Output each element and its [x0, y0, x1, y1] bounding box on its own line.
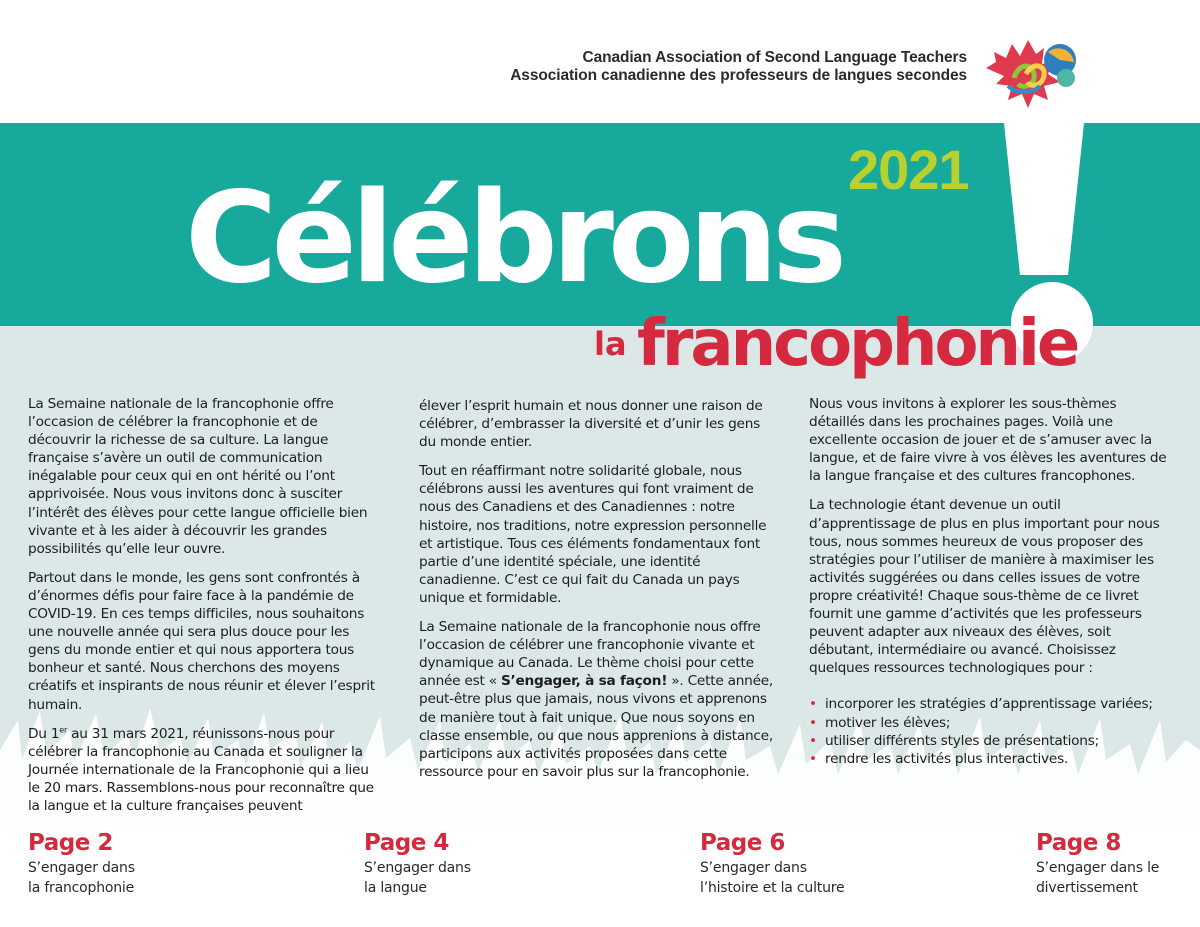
banner-subtitle: francophonie — [637, 307, 1078, 381]
org-name-english: Canadian Association of Second Language Teachers — [582, 49, 967, 66]
paragraph: Partout dans le monde, les gens sont confrontés à d’énormes défis pour faire face à la pandémie de COVID-19. En ces temps difficiles, nous souhaitons une nouvelle année qui sera plus douce pour les gens du monde entier et qui nous apportera tous bonheur et santé. Nous cherchons des moyens créatifs et inspirants de nous réunir et élever l’esprit humain. — [28, 569, 375, 713]
page-number: Page 6 — [700, 830, 785, 856]
banner-year: 2021 — [848, 138, 969, 201]
page-reference-2 — [28, 828, 135, 898]
page-number: Page 8 — [1036, 830, 1121, 856]
page-description: la langue — [364, 880, 427, 896]
page-reference-8 — [1036, 828, 1159, 898]
page-description: l’histoire et la culture — [700, 880, 845, 896]
text-column-3 — [809, 395, 1169, 768]
org-name-french: Association canadienne des professeurs de langues secondes — [510, 67, 967, 84]
paragraph-text: au 31 mars 2021, réunissons-nous pour célébrer la francophonie au Canada et souligner la Journée internationale de la Francophonie qui a lieu le 20 mars. Rassemblons-nous pour reconnaître que la langue et la culture françaises peuvent — [28, 725, 374, 814]
technology-list — [809, 695, 1169, 767]
list-item: • incorporer les stratégies d’apprentissage variées; — [809, 695, 1169, 713]
page-description: S’engager dans — [700, 860, 807, 876]
paragraph-text: ». Cette année, peut-être plus que jamais, nous vivons et apprenons de manière tout à fait unique. Que nous soyons en classe ensemble, ou que nous apprenions à distance, participons aux activités proposées dans cette ressource pour en savoir plus sur la francophonie. — [419, 673, 774, 780]
theme-name: S’engager, à sa façon! — [500, 673, 668, 690]
banner-subtitle-article: la — [594, 325, 627, 363]
page-number: Page 4 — [364, 830, 449, 856]
list-item: • motiver les élèves; — [809, 714, 1169, 732]
paragraph: La technologie étant devenue un outil d’apprentissage de plus en plus important pour nous tous, nous sommes heureux de vous proposer des stratégies pour l’utiliser de manière à maximiser les activités suggérées ou dans celles issues de votre propre créativité! Chaque sous-thème de ce livret fournit une gamme d’activités que les professeurs peuvent adapter aux niveaux des élèves, soit débutant, intermédiaire ou avancé. Choisissez quelques ressources technologiques pour : — [809, 497, 1160, 677]
paragraph — [419, 618, 779, 781]
paragraph-text: Du 1 — [28, 725, 60, 742]
page-description: S’engager dans le — [1036, 860, 1160, 876]
page-description: S’engager dans — [364, 860, 471, 876]
page-description: la francophonie — [28, 880, 135, 896]
page-number: Page 2 — [28, 830, 113, 856]
ordinal-superscript: er — [59, 725, 67, 735]
paragraph-text: La Semaine nationale de la francophonie nous offre l’occasion de célébrer une francophonie vivante et dynamique au Canada. Le thème choisi pour cette année est « — [419, 619, 761, 690]
text-column-1 — [28, 395, 378, 826]
list-item: • utiliser différents styles de présentations; — [809, 732, 1169, 750]
paragraph: Tout en réaffirmant notre solidarité globale, nous célébrons aussi les aventures qui font vraiment de nous des Canadiens et des Canadiennes : notre histoire, nos traditions, notre expression personnelle et artistique. Tous ces éléments fondamentaux font partie d’une identité spéciale, une identité canadienne. C’est ce qui fait du Canada un pays unique et formidable. — [419, 463, 767, 606]
page-description: divertissement — [1036, 880, 1138, 896]
page-reference-6 — [700, 828, 844, 898]
page-reference-4 — [364, 828, 471, 898]
page-description: S’engager dans — [28, 860, 135, 876]
paragraph — [28, 725, 378, 815]
paragraph: Nous vous invitons à explorer les sous-thèmes détaillés dans les prochaines pages. Voilà une excellente occasion de jouer et de s’amuser avec la langue, et de faire vivre à vos élèves les aventures de la langue française et des cultures francophones. — [809, 396, 1167, 485]
paragraph: élever l’esprit humain et nous donner une raison de célébrer, d’embrasser la diversité et d’unir les gens du monde entier. — [419, 398, 763, 451]
caslt-logo-icon — [978, 38, 1078, 110]
list-item: • rendre les activités plus interactives. — [809, 750, 1169, 768]
text-column-2 — [419, 397, 779, 792]
banner-title: Célébrons — [185, 164, 842, 311]
paragraph: La Semaine nationale de la francophonie offre l’occasion de célébrer la francophonie et de découvrir la richesse de sa culture. La langue française s’avère un outil de communication inégalable pour ceux qui en ont hérité ou l’ont apprivoisée. Nous vous invitons donc à susciter l’intérêt des élèves pour cette langue officielle bien vivante et à les aider à découvrir les grandes possibilités qu’elle leur ouvre. — [28, 396, 368, 557]
